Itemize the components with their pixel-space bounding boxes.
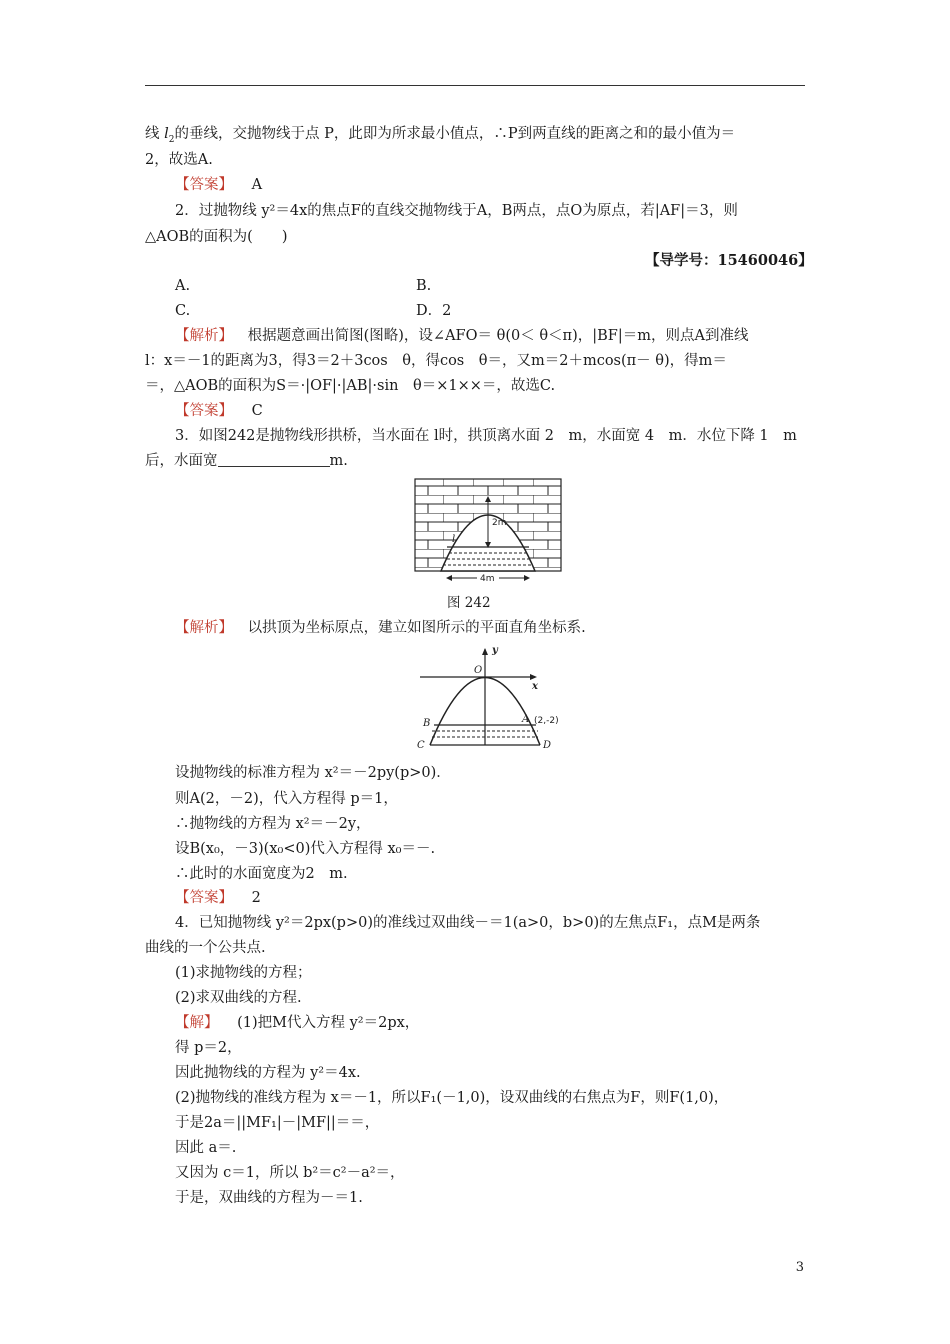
solution-line: ∴抛物线的方程为 x²＝－2y， [175, 816, 371, 832]
answer-line [175, 401, 263, 421]
question-4-line: 曲线的一个公共点. [145, 940, 266, 956]
solution-line: 于是2a＝||MF₁|－|MF||＝＝， [175, 1115, 380, 1131]
option-b: B. [416, 278, 432, 294]
origin-label: O [474, 665, 483, 676]
answer-tag: 【答案】 [175, 177, 233, 193]
solution-line: 设B(x₀，－3)(x₀<0)代入方程得 x₀＝－. [175, 841, 436, 857]
x-axis-label: x [532, 681, 538, 692]
point-d-label: D [543, 740, 552, 751]
point-a-label: A [522, 714, 530, 725]
answer-line [175, 888, 261, 908]
answer-value: C [251, 403, 263, 419]
y-axis-label: y [492, 645, 498, 656]
option-d: D．2 [416, 303, 452, 319]
solution-line: (2)抛物线的准线方程为 x＝－1，所以F₁(－1,0)，设双曲线的右焦点为F，则F(1,0)， [175, 1090, 729, 1106]
solution-line: 则A(2，－2)，代入方程得 p＝1， [175, 791, 398, 807]
page-number: 3 [795, 1260, 804, 1275]
header-rule [145, 85, 805, 86]
coordinate-figure [410, 645, 575, 753]
text-line: 2，故选A. [145, 152, 213, 168]
solution-line: 【解】 (1)把M代入方程 y²＝2px， [175, 1015, 420, 1031]
answer-tag: 【答案】 [175, 403, 233, 419]
question-3-line: 后，水面宽 m. [145, 453, 348, 469]
text-line: 线 $l_2$的垂线，交抛物线于点 P，此即为所求最小值点，∴P到两直线的距离之和的最小值为＝ [145, 126, 736, 145]
answer-value: A [251, 177, 263, 193]
solution-line: 得 p＝2， [175, 1040, 242, 1056]
solution-line: ∴此时的水面宽度为2 m. [175, 866, 348, 882]
figure-caption: 图 242 [447, 595, 491, 611]
analysis-tag: 【解析】 [175, 328, 233, 344]
answer-blank[interactable] [218, 452, 330, 467]
option-a: A. [175, 278, 191, 294]
answer-value: 2 [251, 890, 261, 906]
question-4-line: 4．已知抛物线 y²＝2px(p>0)的准线过双曲线－＝1(a>0，b>0)的左焦点F₁，点M是两条 [175, 915, 761, 931]
point-b-label: B [423, 718, 431, 729]
waterline-label: l [452, 534, 456, 545]
width-label: 4m [480, 574, 495, 584]
question-2-line: △AOB的面积为( ) [145, 229, 288, 245]
solution-tag: 【解】 [175, 1015, 219, 1031]
solution-line: 因此 a＝. [175, 1140, 237, 1156]
analysis-line: l：x＝－1的距离为3，得3＝2＋3cos θ，得cos θ＝，又m＝2＋mcos(π－ θ)，得m＝ [145, 353, 727, 369]
question-3-line: 3．如图242是抛物线形拱桥，当水面在 l时，拱顶离水面 2 m，水面宽 4 m．水位下降 1 m [175, 428, 797, 444]
analysis-line: 【解析】 根据题意画出简图(图略)，设∠AFO＝ θ(0＜ θ＜π)，|BF|＝m，则点A到准线 [175, 328, 749, 344]
point-a-coordinate: (2,-2) [534, 716, 559, 726]
analysis-line: ＝，△AOB的面积为S＝·|OF|·|AB|·sin θ＝×1××＝，故选C. [145, 378, 556, 394]
answer-tag: 【答案】 [175, 890, 233, 906]
option-c: C. [175, 303, 191, 319]
analysis-tag: 【解析】 [175, 620, 233, 636]
point-c-label: C [417, 740, 425, 751]
solution-line: 设抛物线的标准方程为 x²＝－2py(p>0)． [175, 765, 451, 781]
solution-line: 因此抛物线的方程为 y²＝4x. [175, 1065, 361, 1081]
height-label: 2m [492, 518, 507, 528]
question-4-part: (2)求双曲线的方程. [175, 990, 302, 1006]
arch-bridge-figure [413, 477, 563, 589]
question-2-line: 2．过抛物线 y²＝4x的焦点F的直线交抛物线于A，B两点，点O为原点，若|AF|＝3，则 [175, 203, 738, 219]
answer-line [175, 175, 262, 195]
guide-number: 【导学号：15460046】 [645, 252, 813, 269]
solution-line: 又因为 c＝1，所以 b²＝c²－a²＝， [175, 1165, 405, 1181]
analysis-line: 【解析】 以拱顶为坐标原点，建立如图所示的平面直角坐标系. [175, 620, 586, 636]
solution-line: 于是，双曲线的方程为－＝1. [175, 1190, 363, 1206]
question-4-part: (1)求抛物线的方程； [175, 965, 312, 981]
